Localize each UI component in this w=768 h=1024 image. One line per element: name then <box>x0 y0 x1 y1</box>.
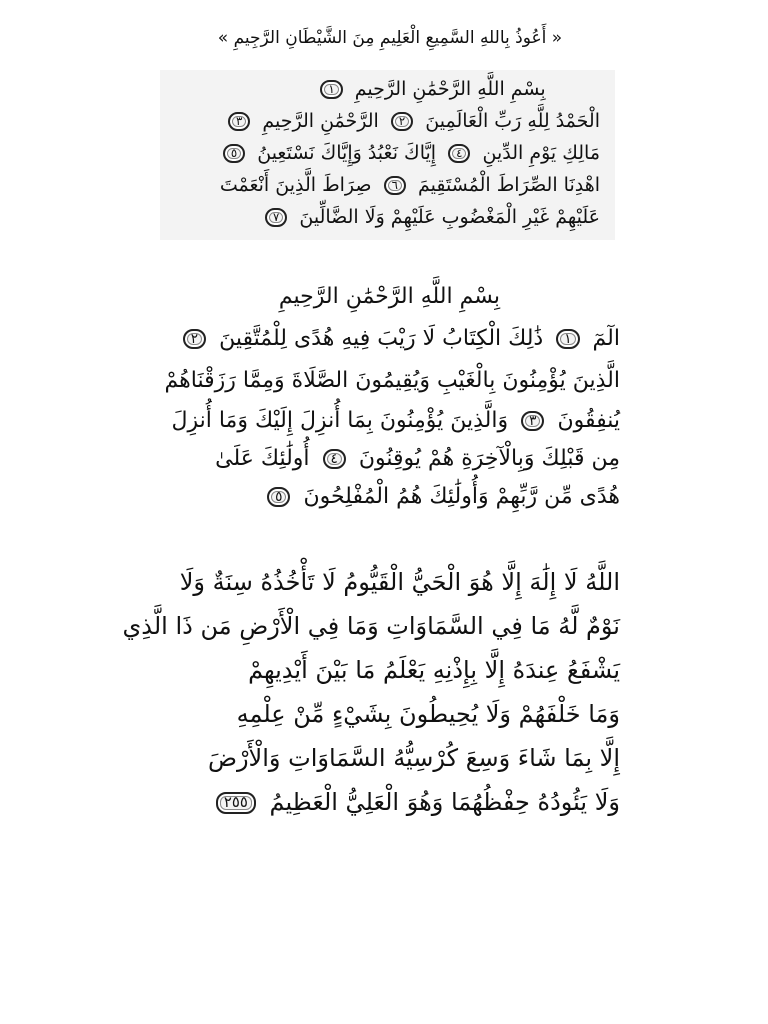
fatiha-verse-text: الْحَمْدُ لِلَّهِ رَبِّ الْعَالَمِينَ <box>425 110 600 132</box>
fatiha-verse-text: اهْدِنَا الصِّرَاطَ الْمُسْتَقِيمَ <box>417 174 600 196</box>
ayah-number-marker: ١ <box>320 80 342 98</box>
baqarah-line-1 <box>160 326 620 351</box>
baqarah-verse-text: الَّذِينَ يُؤْمِنُونَ بِالْغَيْبِ وَيُقِيمُونَ الصَّلَاةَ وَمِمَّا رَزَقْنَاهُمْ <box>164 368 620 393</box>
ayah-number-marker: ٢ <box>391 112 413 130</box>
baqarah-line-5 <box>230 484 620 509</box>
ayah-number-marker: ٤ <box>448 144 470 162</box>
ayah-number-marker: ٥ <box>267 487 290 507</box>
baqarah-line-2 <box>160 368 620 393</box>
baqarah-verse-text: أُولَٰئِكَ عَلَىٰ <box>215 446 310 471</box>
fatiha-verse-text: صِرَاطَ الَّذِينَ أَنْعَمْتَ <box>219 174 372 196</box>
baqarah-line-4 <box>160 446 620 471</box>
ayah-number-marker: ٣ <box>521 411 544 431</box>
ayah-number-marker: ١ <box>556 329 579 349</box>
kursi-line-2: نَوْمٌ لَّهُ مَا فِي السَّمَاوَاتِ وَمَا فِي الْأَرْضِ مَن ذَا الَّذِي <box>122 612 620 640</box>
ayah-number-marker: ٥ <box>223 144 245 162</box>
ayah-number-marker: ٧ <box>265 208 287 226</box>
baqarah-verse-text: هُدًى مِّن رَّبِّهِمْ وَأُولَٰئِكَ هُمُ الْمُفْلِحُونَ <box>303 484 620 509</box>
baqarah-verse-text: ذَٰلِكَ الْكِتَابُ لَا رَيْبَ فِيهِ هُدًى لِلْمُتَّقِينَ <box>219 326 544 351</box>
ayah-number-marker: ٢٥٥ <box>216 792 256 814</box>
kursi-line-6 <box>205 788 620 816</box>
fatiha-verse-text: مَالِكِ يَوْمِ الدِّينِ <box>482 142 600 164</box>
fatiha-verse-text: إِيَّاكَ نَعْبُدُ وَإِيَّاكَ نَسْتَعِينُ <box>257 142 437 164</box>
kursi-line-1: اللَّهُ لَا إِلَٰهَ إِلَّا هُوَ الْحَيُّ الْقَيُّومُ لَا تَأْخُذُهُ سِنَةٌ وَلَا <box>179 568 620 596</box>
fatiha-line-2 <box>175 110 600 132</box>
fatiha-line-4 <box>175 174 600 196</box>
kursi-verse-text: وَلَا يَئُودُهُ حِفْظُهُمَا وَهُوَ الْعَلِيُّ الْعَظِيمُ <box>269 788 620 816</box>
baqarah-verse-text: وَالَّذِينَ يُؤْمِنُونَ بِمَا أُنزِلَ إِلَيْكَ وَمَا أُنزِلَ <box>171 408 509 433</box>
fatiha-verse-text: الرَّحْمَٰنِ الرَّحِيمِ <box>262 110 379 132</box>
fatiha-line-1 <box>270 78 590 100</box>
kursi-line-5: إِلَّا بِمَا شَاءَ وَسِعَ كُرْسِيُّهُ السَّمَاوَاتِ وَالْأَرْضَ <box>207 744 620 772</box>
kursi-line-3: يَشْفَعُ عِندَهُ إِلَّا بِإِذْنِهِ يَعْلَمُ مَا بَيْنَ أَيْدِيهِمْ <box>248 656 620 684</box>
kursi-line-4: وَمَا خَلْفَهُمْ وَلَا يُحِيطُونَ بِشَيْءٍ مِّنْ عِلْمِهِ <box>236 700 620 728</box>
fatiha-basmala-text: بِسْمِ اللَّهِ الرَّحْمَٰنِ الرَّحِيمِ <box>354 78 546 100</box>
fatiha-line-3 <box>175 142 600 164</box>
baqarah-line-3 <box>160 408 620 433</box>
ayah-number-marker: ٢ <box>183 329 206 349</box>
baqarah-verse-text: الٓمٓ <box>592 326 620 351</box>
ayah-number-marker: ٤ <box>323 449 346 469</box>
fatiha-line-5 <box>175 206 600 228</box>
baqarah-basmala: بِسْمِ اللَّهِ الرَّحْمَٰنِ الرَّحِيمِ <box>278 284 500 309</box>
istiadha-line: « أَعُوذُ بِاللهِ السَّمِيعِ الْعَلِيمِ مِنَ الشَّيْطَانِ الرَّجِيمِ » <box>217 28 563 48</box>
fatiha-verse-text: عَلَيْهِمْ غَيْرِ الْمَغْضُوبِ عَلَيْهِمْ وَلَا الضَّالِّينَ <box>299 206 600 228</box>
baqarah-verse-text: يُنفِقُونَ <box>557 408 620 433</box>
ayah-number-marker: ٣ <box>228 112 250 130</box>
ayah-number-marker: ٦ <box>384 176 406 194</box>
baqarah-verse-text: مِن قَبْلِكَ وَبِالْآخِرَةِ هُمْ يُوقِنُونَ <box>358 446 620 471</box>
